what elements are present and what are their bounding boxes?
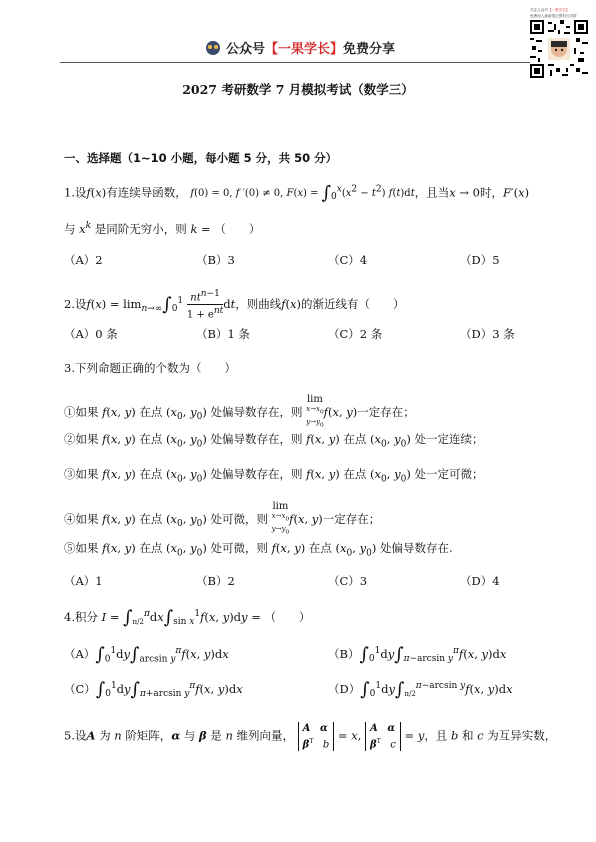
q4-option-d[interactable]: $(D)\int_0^1dy\int_{\pi/2}^{\pi-arcsin y}f(x$, y)dx <box>328 678 513 700</box>
q3-stem: 3.下列命题正确的个数为（ ） <box>64 361 236 375</box>
section-heading: 一、选择题（1~10 小题，每小题 5 分，共 50 分） <box>64 151 338 165</box>
q2-options <box>0 326 596 342</box>
header-divider <box>60 62 530 63</box>
q1-option-a[interactable]: （A）2 <box>64 253 103 267</box>
q1-options <box>0 252 596 268</box>
q4-option-b[interactable]: $(B)\int_0^1dy\int_{\pi-arcsin y}^\pi f(x$, y)dx <box>328 643 507 665</box>
q3-option-c[interactable]: （C）3 <box>328 574 368 588</box>
q1-option-d[interactable]: （D）5 <box>460 253 500 267</box>
q3-option-a[interactable]: （A）1 <box>64 574 103 588</box>
q4-option-a[interactable]: $(A)\int_0^1dy\int_{arcsin y}^\pi f(x$, y)dx <box>64 643 229 665</box>
qr-caption-2: 免费加入最新笔记资料分享群 <box>530 14 577 18</box>
q4-stem: 4.积分 $I = \int_{\pi/2}^\pi dx\int_{sin x}^1f(x$, y)dy = （ ） <box>64 606 311 628</box>
q1-stem: 1.设f(x)有连续导函数， f(0) = 0, f ′(0) ≠ 0, $F(x) = \int_0^x(x^2 - t^2)$ f(t)dt，且当x → 0时，F′(x) <box>64 182 530 204</box>
page-title: 2027 考研数学 7 月模拟考试（数学三） <box>182 82 414 97</box>
q2-option-c[interactable]: （C）2 条 <box>328 327 383 341</box>
q4-options-row1 <box>64 643 229 667</box>
q3-option-b[interactable]: （B）2 <box>196 574 235 588</box>
q3-item-4: ④如果 f(x, y) 在点 ($x_0$, $y_0$) 处可微，则 lim $x\to x_0$ $y\to y_0f(x$, y)一定存在； <box>64 501 381 536</box>
owl-logo-icon <box>206 41 220 55</box>
page-header <box>206 38 395 57</box>
q1-option-c[interactable]: （C）4 <box>328 253 368 267</box>
q2-option-b[interactable]: （B）1 条 <box>196 327 250 341</box>
q2-option-a[interactable]: （A）0 条 <box>64 327 118 341</box>
q5-stem: 5.设A 为 n 阶矩阵，α 与 β 是 n 维列向量， A α $\beta^T$ b = x, A α $\beta^T$ c = y，且 b 和 c 为互异实数， <box>64 723 557 751</box>
q3-item-1: ①如果 f(x, y) 在点 ($x_0$, $y_0$) 处偏导数存在，则 lim $x\to x_0$ $y\to y_0f(x$, y)一定存在； <box>64 394 415 429</box>
q3-item-5: ⑤如果 f(x, y) 在点 ($x_0$, $y_0$) 处可微，则 f(x, y) 在点 ($x_0$, $y_0$) 处偏导数存在. <box>64 541 453 559</box>
q1-stem-line2: 与 $x^k$ 是同阶无穷小，则 k = （ ） <box>64 221 261 236</box>
header-suffix: 免费分享 <box>343 42 396 57</box>
q2-stem: 2.设$f(x) = \lim_{n\to\infty}\int_0^1$ $nt^{n-1}$ $1 + e^{nt}$ dt，则曲线f(x)的渐近线有（ ） <box>64 289 405 321</box>
q3-option-d[interactable]: （D）4 <box>460 574 500 588</box>
q2-option-d[interactable]: （D）3 条 <box>460 327 515 341</box>
q1-option-b[interactable]: （B）3 <box>196 253 235 267</box>
header-brand: 【一果学长】 <box>265 42 344 57</box>
qr-code-icon[interactable] <box>530 20 588 78</box>
q4-option-c[interactable]: $(C)\int_0^1dy\int_{\pi+arcsin y}^\pi f(x$, y)dx <box>64 678 243 700</box>
q3-options <box>0 573 596 589</box>
qr-block <box>528 4 590 84</box>
q3-item-3: ③如果 f(x, y) 在点 ($x_0$, $y_0$) 处偏导数存在，则 f(x, y) 在点 ($x_0$, $y_0$) 处一定可微； <box>64 467 484 485</box>
qr-caption-1: 关注公众号【一果学长】 <box>530 8 570 12</box>
q3-item-2: ②如果 f(x, y) 在点 ($x_0$, $y_0$) 处偏导数存在，则 f(x, y) 在点 ($x_0$, $y_0$) 处一定连续； <box>64 432 484 450</box>
header-prefix: 公众号 <box>226 42 266 57</box>
